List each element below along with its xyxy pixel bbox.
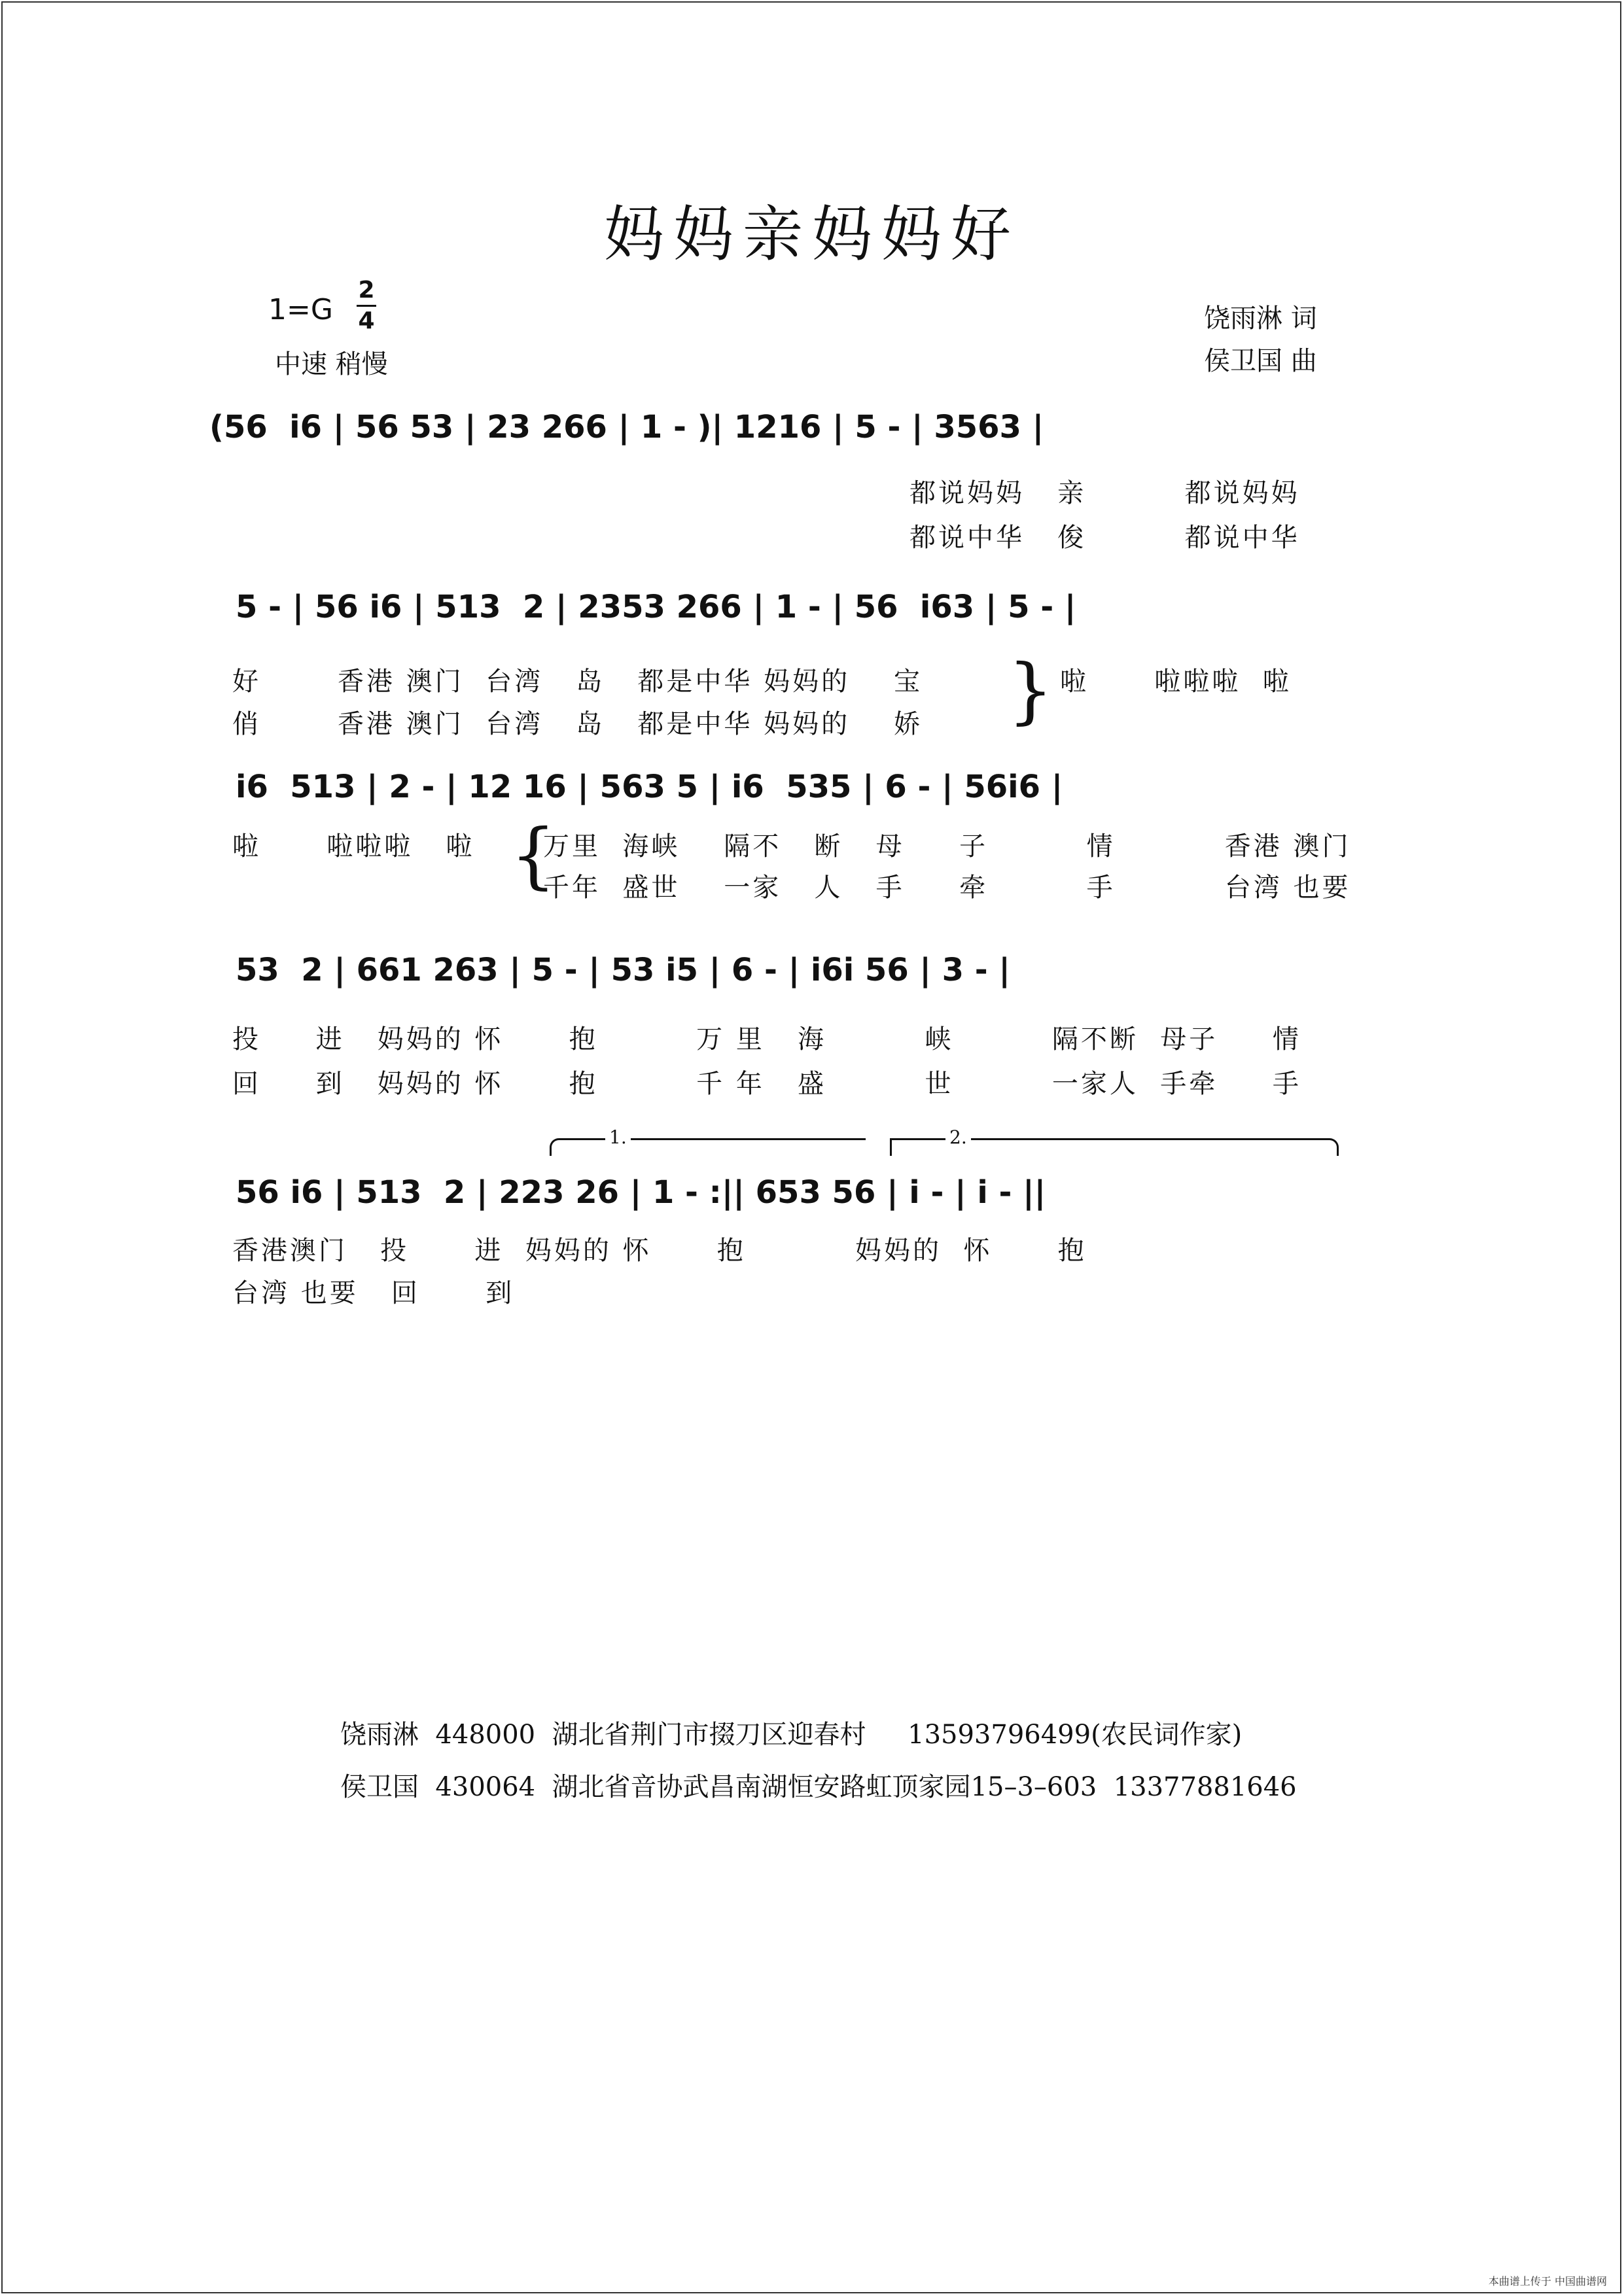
first-ending-number: 1. [605,1126,631,1148]
lyrics-row-2-verse-1: 好 香港 澳门 台湾 岛 都是中华 妈妈的 宝 [232,667,923,697]
lyrics-row-5-verse-1: 香港澳门 投 进 妈妈的 怀 抱 妈妈的 怀 抱 [232,1236,1087,1266]
lyrics-row-1-verse-2: 都说中华 俊 都说中华 [909,523,1300,553]
tempo-marking: 中速 稍慢 [275,349,388,379]
lyricist-credit: 饶雨淋 词 [1204,304,1317,334]
lyrics-row-1-verse-1: 都说妈妈 亲 都说妈妈 [909,478,1300,508]
verse-brace: { [510,813,556,897]
lyrics-row-4-verse-2: 回 到 妈妈的 怀 抱 千 年 盛 世 一家人 手牵 手 [232,1069,1301,1099]
composer-contact: 侯卫国 430064 湖北省音协武昌南湖恒安路虹顶家园15–3–603 13377881646 [340,1772,1297,1802]
first-ending-bracket [550,1138,866,1156]
lyrics-row-2-verse-2: 俏 香港 澳门 台湾 岛 都是中华 妈妈的 娇 [232,709,923,739]
notation-row-4: 53 2 | 661 263 | 5 - | 53 i5 | 6 - | i6i 56 | 3 - | [236,952,1010,988]
lyrics-row-3-verse-2: 千年 盛世 一家 人 手 牵 手 台湾 也要 [543,873,1351,903]
composer-credit: 侯卫国 曲 [1204,346,1317,376]
time-signature-top: 2 [358,277,375,304]
notation-row-2: 5 - | 56 i6 | 513 2 | 2353 266 | 1 - | 56 i63 | 5 - | [236,589,1076,625]
time-signature [357,277,376,334]
lyrics-row-4-verse-1: 投 进 妈妈的 怀 抱 万 里 海 峡 隔不断 母子 情 [232,1024,1301,1054]
notation-row-5: 56 i6 | 513 2 | 223 26 | 1 - :|| 653 56 | i - | i - || [236,1174,1046,1211]
key-signature: 1=G [268,293,333,326]
lyricist-contact: 饶雨淋 448000 湖北省荆门市掇刀区迎春村 13593796499(农民词作家) [340,1720,1243,1750]
second-ending-number: 2. [945,1126,971,1148]
notation-row-1: (56 i6 | 56 53 | 23 266 | 1 - )| 1216 | 5 - | 3563 | [209,409,1044,445]
time-signature-bottom: 4 [358,307,375,334]
lyrics-row-5-verse-2: 台湾 也要 回 到 [232,1278,515,1308]
lyrics-row-3-verse-1: 万里 海峡 隔不 断 母 子 情 香港 澳门 [543,831,1351,861]
lyrics-row-2-refrain: 啦 啦啦啦 啦 [1060,667,1292,697]
verse-brace: } [1008,648,1053,732]
notation-row-3: i6 513 | 2 - | 12 16 | 563 5 | i6 535 | 6 - | 56i6 | [236,769,1063,805]
page-title: 妈妈亲妈妈好 [603,200,1020,270]
lyrics-row-3-refrain: 啦 啦啦啦 啦 [232,831,475,861]
site-watermark: 本曲谱上传于 中国曲谱网 [1488,2275,1607,2287]
